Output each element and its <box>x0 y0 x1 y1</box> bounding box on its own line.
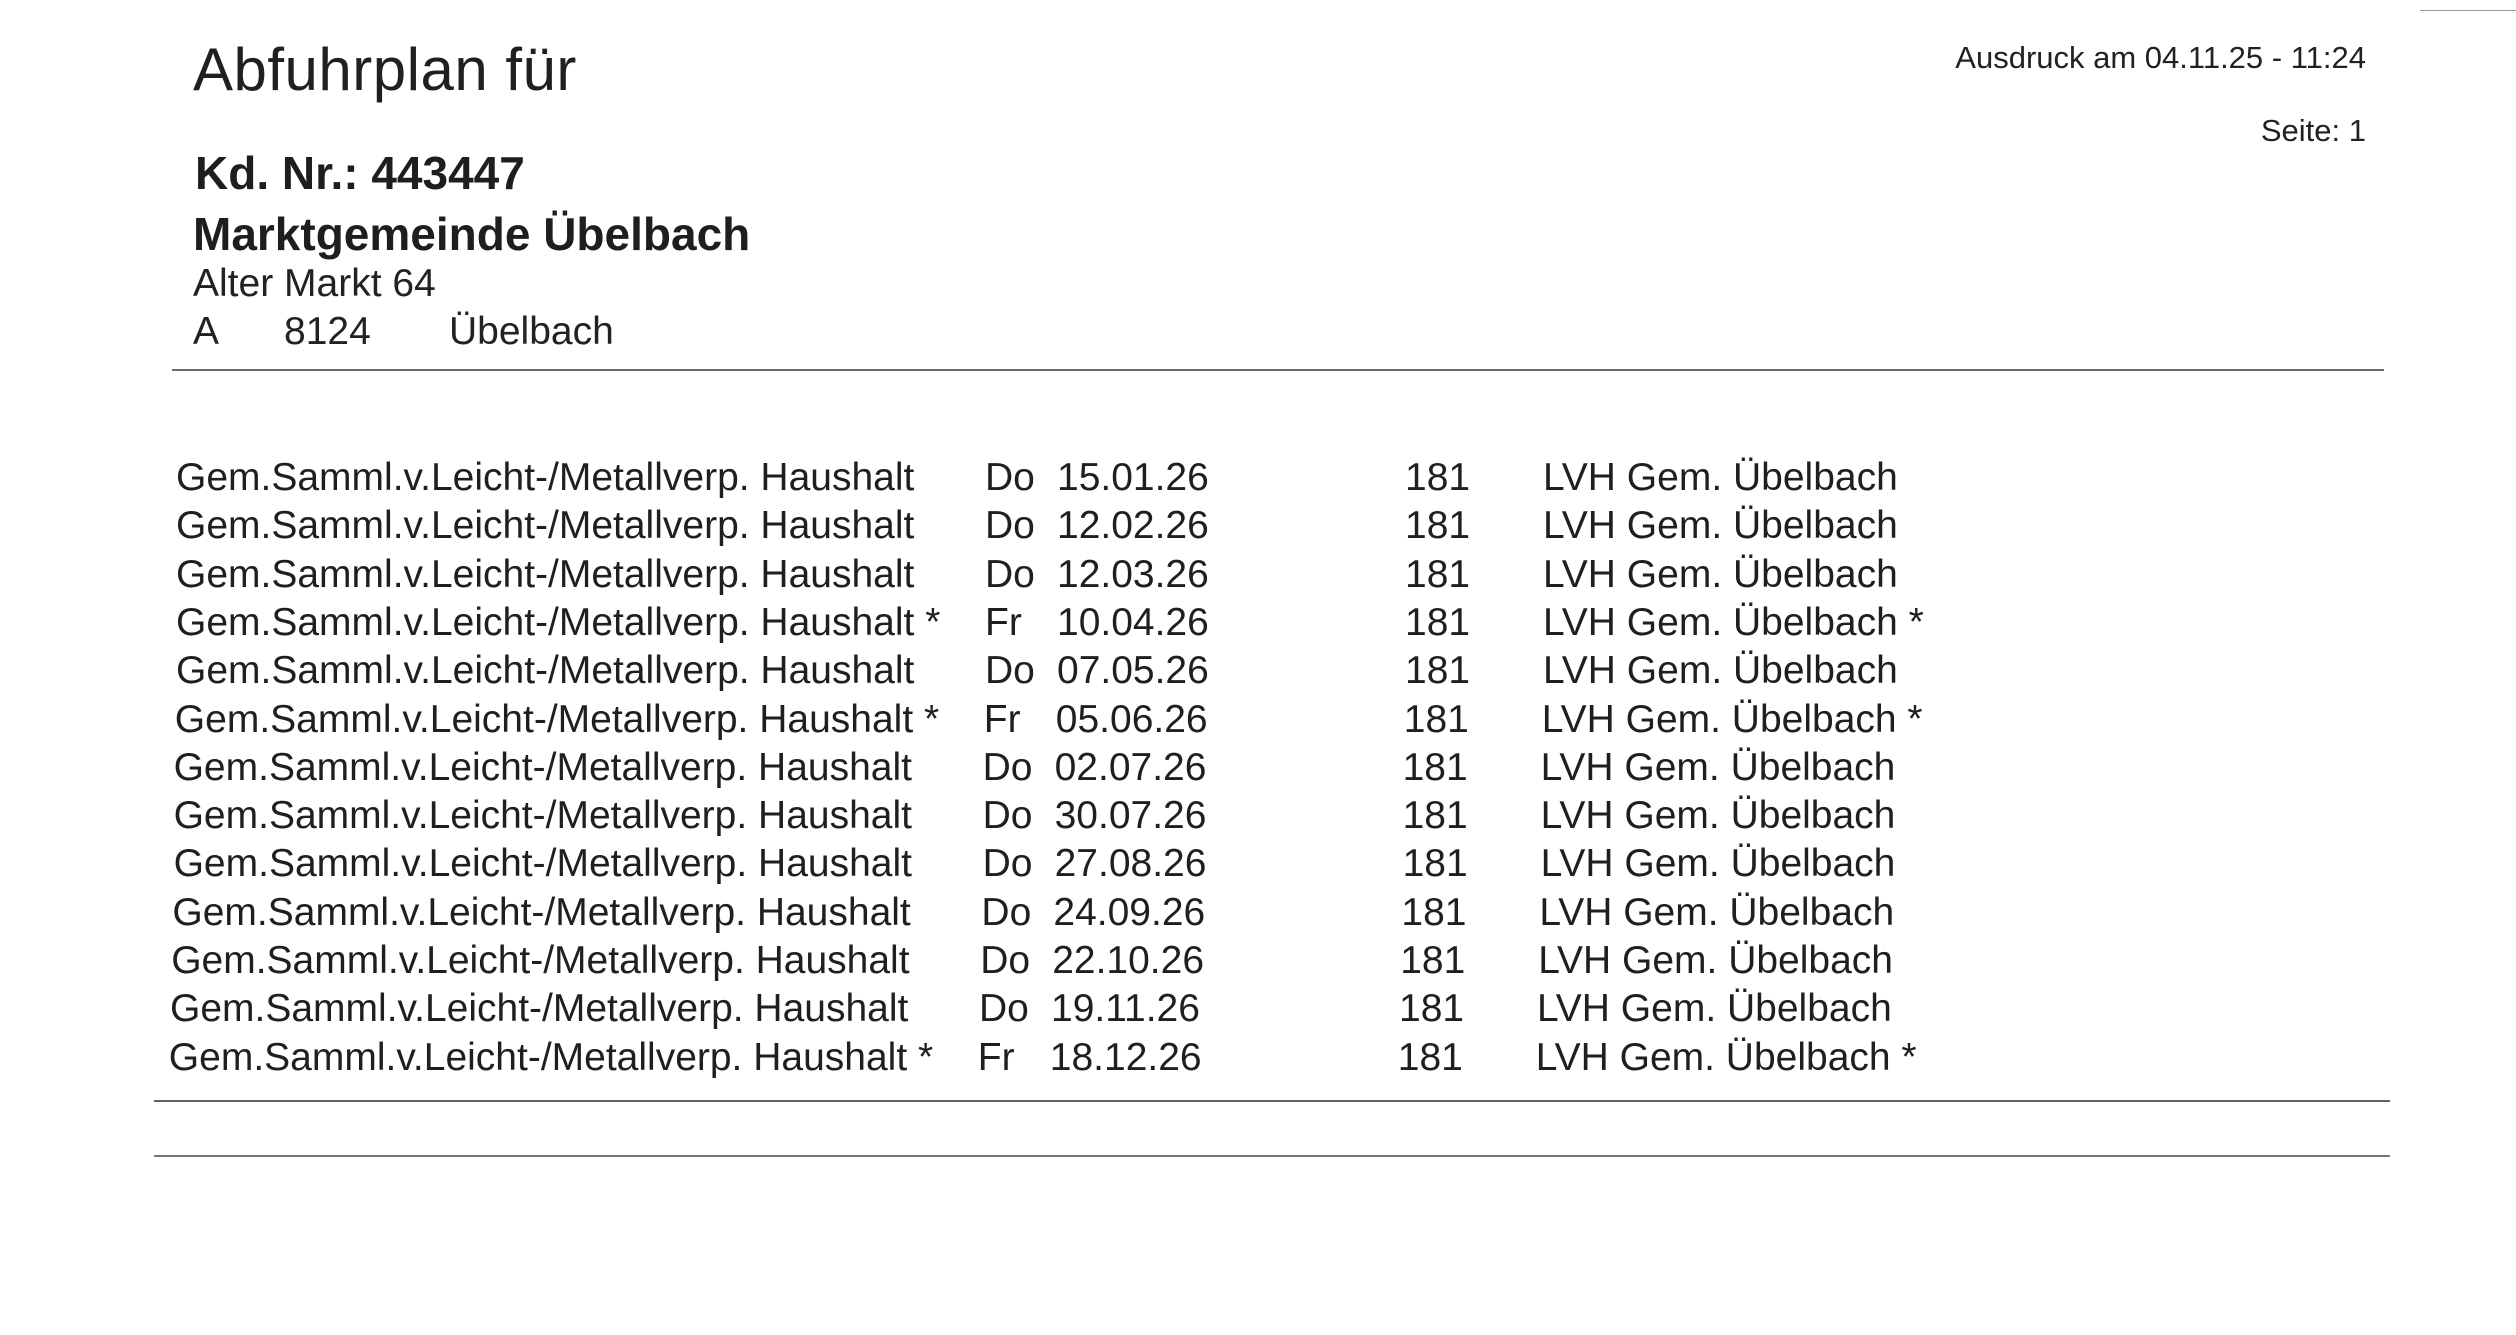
collection-type: Gem.Samml.v.Leicht-/Metallverp. Haushalt * <box>168 1036 934 1079</box>
collection-date: 10.04.26 <box>1057 601 1209 644</box>
customer-zip: 8124 <box>284 310 371 353</box>
collection-weekday: Do <box>985 649 1035 692</box>
schedule-row <box>0 890 2512 936</box>
route-number: 181 <box>1405 456 1471 499</box>
collection-type: Gem.Samml.v.Leicht-/Metallverp. Haushalt <box>173 842 912 885</box>
route-number: 181 <box>1397 1036 1463 1079</box>
collection-weekday: Do <box>985 553 1035 596</box>
collection-type: Gem.Samml.v.Leicht-/Metallverp. Haushalt <box>176 456 915 499</box>
schedule-row <box>0 648 2516 694</box>
collection-weekday: Do <box>980 939 1031 982</box>
collection-date: 30.07.26 <box>1054 794 1207 837</box>
collection-weekday: Do <box>982 746 1033 789</box>
collection-type: Gem.Samml.v.Leicht-/Metallverp. Haushalt <box>176 649 915 692</box>
collection-weekday: Do <box>979 987 1029 1030</box>
collection-type: Gem.Samml.v.Leicht-/Metallverp. Haushalt * <box>174 698 940 741</box>
collection-area: LVH Gem. Übelbach <box>1543 456 1898 499</box>
footer-divider <box>154 1155 2390 1157</box>
schedule-row <box>0 841 2514 887</box>
document-title: Abfuhrplan für <box>193 36 577 103</box>
collection-date: 18.12.26 <box>1049 1036 1202 1079</box>
collection-date: 07.05.26 <box>1057 649 1209 692</box>
collection-date: 22.10.26 <box>1052 939 1205 982</box>
schedule-row <box>0 600 2516 646</box>
route-number: 181 <box>1402 842 1468 885</box>
collection-date: 27.08.26 <box>1054 842 1207 885</box>
route-number: 181 <box>1405 504 1471 547</box>
collection-type: Gem.Samml.v.Leicht-/Metallverp. Haushalt * <box>176 601 941 644</box>
collection-area: LVH Gem. Übelbach <box>1540 746 1896 789</box>
schedule-row <box>0 697 2515 743</box>
collection-date: 12.03.26 <box>1057 553 1209 596</box>
collection-weekday: Do <box>981 891 1032 934</box>
route-number: 181 <box>1399 987 1465 1030</box>
collection-type: Gem.Samml.v.Leicht-/Metallverp. Haushalt <box>176 553 915 596</box>
collection-area: LVH Gem. Übelbach <box>1538 939 1893 982</box>
collection-area: LVH Gem. Übelbach <box>1537 987 1892 1030</box>
schedule-row <box>0 745 2514 791</box>
collection-weekday: Do <box>985 456 1035 499</box>
customer-country: A <box>193 310 220 353</box>
page-number: Seite: 1 <box>2260 113 2366 148</box>
collection-area: LVH Gem. Übelbach * <box>1535 1036 1917 1079</box>
collection-area: LVH Gem. Übelbach <box>1543 553 1898 596</box>
collection-area: LVH Gem. Übelbach <box>1539 891 1895 934</box>
route-number: 181 <box>1400 939 1466 982</box>
collection-date: 19.11.26 <box>1051 987 1200 1030</box>
schedule-row <box>0 1035 2509 1081</box>
route-number: 181 <box>1401 891 1467 934</box>
route-number: 181 <box>1402 794 1468 837</box>
collection-weekday: Do <box>982 794 1033 837</box>
schedule-row <box>0 552 2516 598</box>
schedule-row <box>0 455 2516 501</box>
schedule-row <box>0 938 2511 984</box>
collection-area: LVH Gem. Übelbach <box>1543 649 1898 692</box>
schedule-row <box>0 986 2510 1032</box>
collection-date: 12.02.26 <box>1057 504 1209 547</box>
collection-type: Gem.Samml.v.Leicht-/Metallverp. Haushalt <box>172 891 911 934</box>
customer-name: Marktgemeinde Übelbach <box>193 208 751 260</box>
collection-type: Gem.Samml.v.Leicht-/Metallverp. Haushalt <box>176 504 915 547</box>
customer-street: Alter Markt 64 <box>193 262 436 305</box>
collection-date: 15.01.26 <box>1057 456 1209 499</box>
customer-number: Kd. Nr.: 443447 <box>195 147 525 199</box>
collection-type: Gem.Samml.v.Leicht-/Metallverp. Haushalt <box>170 987 909 1030</box>
customer-town: Übelbach <box>449 310 614 353</box>
collection-area: LVH Gem. Übelbach <box>1540 794 1896 837</box>
route-number: 181 <box>1402 746 1468 789</box>
schedule-row <box>0 793 2514 839</box>
collection-date: 24.09.26 <box>1053 891 1206 934</box>
collection-weekday: Do <box>985 504 1035 547</box>
collection-area: LVH Gem. Übelbach * <box>1541 698 1923 741</box>
collection-area: LVH Gem. Übelbach <box>1540 842 1896 885</box>
collection-area: LVH Gem. Übelbach * <box>1543 601 1924 644</box>
collection-weekday: Fr <box>983 698 1021 741</box>
collection-weekday: Do <box>982 842 1033 885</box>
collection-date: 02.07.26 <box>1054 746 1207 789</box>
schedule-end-divider <box>154 1100 2390 1102</box>
collection-date: 05.06.26 <box>1055 698 1208 741</box>
route-number: 181 <box>1405 649 1471 692</box>
collection-weekday: Fr <box>977 1036 1015 1079</box>
collection-area: LVH Gem. Übelbach <box>1543 504 1898 547</box>
print-timestamp: Ausdruck am 04.11.25 - 11:24 <box>1955 40 2366 75</box>
collection-type: Gem.Samml.v.Leicht-/Metallverp. Haushalt <box>173 794 912 837</box>
route-number: 181 <box>1405 553 1471 596</box>
route-number: 181 <box>1405 601 1471 644</box>
collection-type: Gem.Samml.v.Leicht-/Metallverp. Haushalt <box>173 746 912 789</box>
route-number: 181 <box>1403 698 1469 741</box>
collection-type: Gem.Samml.v.Leicht-/Metallverp. Haushalt <box>171 939 910 982</box>
schedule-row <box>0 503 2516 549</box>
collection-weekday: Fr <box>985 601 1022 644</box>
